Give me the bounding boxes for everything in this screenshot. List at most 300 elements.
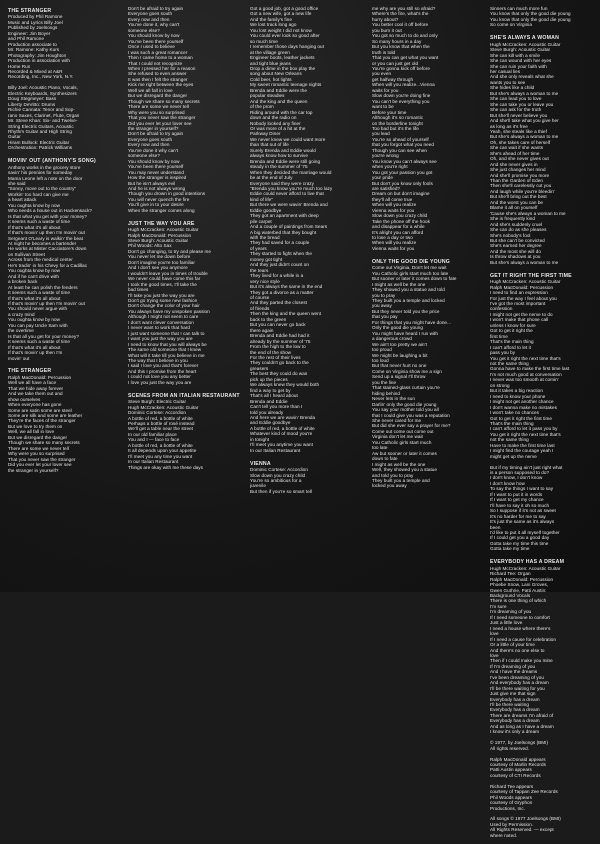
lyric-line: Ralph MacDonald: Percussion: [490, 576, 554, 582]
lyric-line: You know that only the good die young: [490, 16, 571, 22]
lyric-line: And the most she will do: [490, 248, 541, 254]
lyric-line: I don't wanna make no mistakes: [490, 404, 557, 410]
lyric-line: But then if you're so smart tell: [250, 488, 312, 494]
lyric-line: I've got the most important: [490, 300, 546, 306]
lyric-line: Everyone goes south: [128, 136, 173, 142]
lyric-line: Surely Brenda and Eddie would: [250, 147, 316, 153]
lyric-line: the end of the show: [250, 349, 292, 355]
lyric-line: You lost weight I did not know: [250, 27, 312, 33]
lyric-line: You say your mother told you all: [372, 407, 439, 413]
lyric-line: You should know by now: [128, 158, 180, 164]
lyric-line: Things are okay with me these days: [128, 464, 203, 470]
lyric-line: with the bread: [250, 235, 280, 241]
lyric-line: Produced by Phil Ramone: [8, 14, 63, 20]
lyric-line: wants you to see: [490, 79, 526, 85]
lyric-line: Just a little love: [490, 620, 523, 626]
lyric-line: someone else?: [128, 153, 160, 159]
lyric-line: That's the main thing: [490, 420, 534, 426]
lyric-line: And the king and the queen: [250, 98, 308, 104]
lyric-line: Everybody has a dream: [490, 718, 540, 724]
lyric-line: You and I — face to face: [128, 437, 180, 443]
lyric-line: You might have heard I run with: [372, 330, 438, 336]
block-gap: [490, 28, 596, 33]
lyric-line: I'll be there waiting for you: [490, 685, 545, 691]
lyric-line: Slow down you crazy child: [372, 213, 428, 219]
lyric-line: not the same thing: [490, 437, 529, 443]
song-title: THE STRANGER: [8, 8, 52, 14]
lyric-line: Got a new wife, got a new life: [250, 11, 312, 17]
lyric-line: Gotta take my time this time: [490, 540, 549, 546]
lyric-line: Kick me right between the eyes: [128, 82, 194, 88]
lyric-line: But did she ever say a prayer for me?: [372, 423, 451, 429]
lyric-line: Production associate to: [8, 41, 57, 47]
lyric-line: That you never saw the stranger: [8, 456, 76, 462]
lyric-line: Gotta take my time: [490, 546, 530, 552]
song-title: ONLY THE GOOD DIE YOUNG: [372, 258, 451, 265]
lyric-line: And she only reveals what she: [490, 74, 554, 80]
lyric-line: You've been there yourself: [128, 38, 184, 44]
lyric-line: Patti Austin appears: [490, 767, 532, 773]
lyric-line: Richard Tee appears: [490, 783, 534, 789]
lyric-line: And we take them out and: [8, 391, 63, 397]
lyric-line: You've done it why can't: [128, 147, 179, 153]
lyric-line: I might find the courage yeah I: [490, 448, 554, 454]
lyric-line: You will never quench the fire: [128, 196, 190, 202]
lyric-line: And here we are wavin' Brenda: [250, 414, 316, 420]
lyric-line: love: [490, 631, 499, 637]
lyric-line: They built you a temple and: [372, 477, 430, 483]
lyric-line: in tonight: [250, 436, 270, 442]
lyric-line: At least he can polish the fenders: [8, 284, 78, 290]
lyric-line: Productions, Inc.: [490, 805, 526, 811]
lyric-line: Orchestration: Patrick Williams: [8, 145, 73, 151]
lyric-line: get halfway through: [372, 76, 414, 82]
lyric-line: already by the summer of '75: [250, 338, 311, 344]
lyric-line: Virginia don't let me wait: [372, 434, 423, 440]
lyric-line: You get it right the next time that's: [490, 355, 561, 361]
lyric-line: Everyone goes south: [128, 11, 173, 17]
lyric-line: Slow down you crazy child: [250, 472, 306, 478]
lyric-line: Electric Keyboards, Synthesizers: [8, 90, 77, 96]
lyric-line: a heart attack: [8, 197, 37, 203]
lyric-line: Recorded & Mixed at A&R: [8, 68, 63, 74]
lyric-line: Then the king and the queen went: [250, 311, 322, 317]
lyric-line: popular steadies: [250, 93, 285, 99]
lyric-line: But that never hurt no one: [372, 363, 427, 369]
lyric-line: Everybody has a dream: [490, 696, 540, 702]
lyric-line: Ralph MacDonald appears: [490, 756, 546, 762]
lyric-line: Home Run: [8, 63, 31, 69]
lyric-line: her casual lies: [490, 68, 521, 74]
lyric-line: But we disregard the danger: [128, 93, 188, 99]
block-gap: [372, 251, 484, 256]
lyric-line: that you pay: [372, 314, 398, 320]
lyric-line: Across from the medical center: [8, 257, 73, 263]
lyric-line: Some are silk and some are leather: [8, 413, 83, 419]
lyric-line: We might be laughing a bit: [372, 352, 428, 358]
lyric-line: They lived for a while in a: [250, 273, 304, 279]
lyric-line: I'm not much good at conversation: [490, 371, 562, 377]
lyric-line: on Sullivan Street: [8, 251, 45, 257]
lyric-line: If I want to put it in words: [490, 491, 543, 497]
lyric-line: In our Italian Restaurant: [250, 447, 301, 453]
lyric-line: of friends: [250, 305, 270, 311]
lyric-line: Then I came home to a woman: [128, 55, 193, 61]
lyric-line: They started to fight when the: [250, 251, 313, 257]
lyric-line: But it takes a big reaction: [490, 388, 543, 394]
lyric-line: For things that you might have done...: [372, 319, 452, 325]
lyric-line: And this I promise from the heart: [128, 368, 197, 374]
block-gap: [490, 838, 596, 843]
lyric-line: And if he can't drive with: [8, 273, 59, 279]
lyric-line: Steve Burgh: Electric Guitar: [128, 399, 187, 405]
lyric-line: You got so much to do and only: [372, 33, 438, 39]
lyric-line: money got tight: [250, 256, 283, 262]
lyric-line: Oh, she takes care of herself: [490, 139, 551, 145]
lyric-line: Richard Tee: Organ: [490, 571, 531, 577]
lyric-line: hurry about?: [372, 16, 399, 22]
block-gap: [128, 213, 240, 218]
lyric-line: And the family's fine: [250, 16, 293, 22]
lyric-line: Come on Virginia show me a sign: [372, 368, 442, 374]
lyric-line: But she's always a woman to me: [490, 134, 559, 140]
lyric-line: Don't be afraid to try again: [128, 131, 184, 137]
lyric-line: At night he becomes a bartender: [8, 241, 77, 246]
lyric-line: She hides like a child: [490, 85, 535, 91]
lyric-line: you lead: [372, 131, 390, 137]
lyric-line: Send up a signal I'll throw: [372, 374, 426, 380]
lyric-line: Phil Woods appears: [490, 794, 532, 800]
lyric-line: bad times: [128, 287, 149, 293]
lyric-line: To say the things I want to say: [490, 486, 554, 492]
lyric-line: You know that only the good die young: [490, 11, 571, 17]
lyric-line: Background Vocals: [490, 592, 531, 598]
lyric-line: I might not get another chance: [490, 399, 554, 405]
song-title: GET IT RIGHT THE FIRST TIME: [490, 272, 572, 279]
lyric-line: Don't imagine you're too familiar: [128, 259, 195, 265]
lyric-line: The best they could do was: [250, 371, 308, 377]
lyric-line: You're so ahead of yourself: [372, 136, 429, 142]
lyric-line: show ourselves: [8, 396, 41, 402]
lyric-line: And laugh while you're bleedin': [490, 188, 555, 194]
lyric-line: And he is not always wrong: [128, 185, 186, 191]
lyric-line: Is throw shadows at you: [490, 254, 541, 260]
lyric-line: When will you realize: [372, 240, 417, 246]
lyric-line: very nice style: [250, 278, 280, 284]
song-title: VIENNA: [250, 460, 271, 467]
lyric-line: unless I know for sure: [490, 322, 536, 328]
lyric-line: She's ahead of her time: [490, 150, 540, 156]
lyric-line: She can kill with a smile: [490, 52, 541, 58]
lyric-line: They got a divorce as a matter: [250, 289, 314, 295]
block-gap: [8, 361, 120, 366]
lyric-line: I'll meet you anytime you want: [250, 442, 313, 448]
lyric-line: I might as well be the one: [372, 281, 426, 287]
lyric-line: pass you by: [490, 350, 516, 356]
lyric-line: find a way to get by: [250, 387, 291, 393]
lyric-line: on strong: [490, 382, 510, 388]
lyric-line: She can wound with her eyes: [490, 58, 552, 64]
lyric-line: kind of life": [250, 196, 273, 202]
lyric-line: All Rights Reserved. — except: [490, 827, 554, 833]
lyric-line: "Sonny, move out to the country": [8, 186, 77, 192]
lyric-line: And a couple of paintings from Sears: [250, 224, 328, 230]
lyric-line: rano Saxes, Clarinet, Flute, Organ: [8, 112, 80, 118]
lyric-line: that I could give you was a reputation: [372, 412, 450, 418]
song-title: SHE'S ALWAYS A WOMAN: [490, 35, 560, 42]
lyric-line: Gwen Guthrie, Patti Austin:: [490, 587, 547, 593]
lyric-line: Used by Permission.: [490, 821, 534, 827]
lyric-line: He works at Mister Cacciatore's down: [8, 246, 87, 252]
lyric-line: told you already: [250, 409, 284, 415]
lyric-line: Production in association with: [8, 58, 71, 64]
lyric-line: Published by Joelsongs: [8, 25, 58, 31]
lyric-line: pick up the pieces: [250, 376, 288, 382]
lyric-line: Perhaps a bottle of rosé instead: [128, 420, 195, 426]
lyric-line: But we disregard the danger: [8, 434, 68, 440]
lyric-line: It seems such a waste of time: [8, 219, 70, 225]
lyric-line: That you never saw the stranger: [128, 115, 196, 121]
lyric-line: Don't be afraid to try again: [128, 6, 184, 11]
lyric-line: There is one thing of which: [490, 598, 547, 604]
lyric-line: Got to get it right the first time: [490, 415, 552, 421]
lyric-line: You've done it, why can't: [128, 22, 180, 28]
lyric-line: where noted.: [490, 832, 518, 838]
lyric-line: If that's what it's all about: [8, 344, 61, 350]
lyric-line: And they parted the closest: [250, 300, 308, 306]
lyric-line: Brenda and Eddie had had it: [250, 333, 310, 339]
lyric-line: Oh, and she never gives out: [490, 156, 549, 162]
lyric-line: Dominic Cortese: Accordion: [128, 410, 186, 416]
column-4: [372, 6, 484, 494]
column-3: [250, 6, 362, 500]
lyric-line: Then she'll carelessly cut you: [490, 183, 552, 189]
lyric-line: I don't know, I don't know: [490, 475, 543, 481]
song-title: THE STRANGER: [8, 368, 52, 375]
lyric-line: Well we all fall in love: [128, 87, 173, 93]
lyric-line: But it's always the same in the end: [250, 284, 323, 290]
lyric-line: The same old someone that I knew: [128, 347, 202, 353]
lyric-line: But sooner or later it comes down to fate: [372, 276, 457, 282]
lyric-line: The way that I believe in you: [128, 357, 188, 363]
lyric-line: You may never understand: [128, 169, 184, 175]
lyric-line: Did you ever let your lover see: [128, 120, 192, 126]
lyric-line: Parkway Diner: [250, 131, 281, 137]
lyric-line: But she's always a woman to me: [490, 90, 559, 96]
lyric-line: and Phil Ramone: [8, 36, 44, 42]
lyric-line: My sweet romantic teenage nights: [250, 82, 322, 88]
lyric-line: They built you a temple and locked: [372, 298, 445, 303]
lyric-line: A bottle of red, a bottle of white: [128, 442, 193, 448]
lyric-line: For the rest of their lives: [250, 355, 301, 360]
lyric-line: Engineer: Jim Boyer: [8, 30, 51, 36]
lyric-line: Well we all have a face: [8, 380, 57, 386]
lyric-line: Is that all you get for your money?: [8, 333, 79, 339]
lyric-line: You should know by now: [128, 33, 180, 39]
lyric-line: a dangerous crowd: [372, 336, 412, 342]
block-gap: [372, 489, 484, 494]
lyric-line: I love you just the way you are: [128, 379, 192, 385]
lyric-line: But there we were wavin' Brenda and: [250, 202, 328, 208]
lyric-line: I said I love you and that's forever: [128, 363, 199, 369]
lyric-line: and told you to pray: [372, 472, 414, 478]
lyric-line: I need to find an expression: [490, 290, 548, 296]
block-gap: [490, 265, 596, 270]
lyric-line: You're gonna kick off before: [372, 65, 430, 71]
lyric-line: They're the faces of the stranger: [8, 418, 76, 424]
lyric-line: When they decided the marriage would: [250, 169, 332, 175]
lyric-line: I've been dreaming of you: [490, 674, 544, 680]
lyric-line: Have to make the first time last: [490, 442, 555, 448]
lyric-line: Why were you so surprised: [128, 109, 185, 115]
lyric-line: We lost track long ago: [250, 22, 297, 28]
lyric-line: or you can just get old: [372, 60, 419, 66]
lyric-line: there again: [250, 327, 274, 333]
lyric-line: All rights reserved.: [490, 745, 530, 751]
lyric-line: You get it right the next time that's: [490, 431, 561, 437]
lyric-line: Steve Burgh: Acoustic Guitar: [128, 238, 189, 244]
lyric-line: Mama Leone left a note on the door: [8, 175, 83, 181]
lyric-line: And there's no one else to: [490, 647, 545, 653]
song-title: JUST THE WAY YOU ARE: [128, 220, 195, 227]
lyric-line: But she can't be convicted: [490, 238, 545, 244]
lyric-line: But she'll never believe you: [490, 112, 548, 118]
lyric-line: Phil Woods: Alto Sax: [128, 243, 172, 249]
block-gap: [490, 552, 596, 557]
lyric-line: you the line: [372, 379, 397, 385]
lyric-line: You oughta know by now: [8, 268, 61, 274]
lyric-line: She can take you or leave you: [490, 101, 554, 107]
lyric-line: Dream on but don't imagine: [372, 191, 430, 197]
lyric-line: and tight blue jeans: [250, 60, 291, 66]
lyric-line: Who needs a house out in Hackensack?: [8, 208, 93, 214]
lyric-line: But he isn't always evil: [128, 180, 176, 186]
lyric-line: So many hours in a day: [372, 38, 422, 44]
lyric-line: And I have the dreams: [490, 669, 538, 675]
lyric-line: She's nobody's fool: [490, 232, 531, 238]
lyric-line: Darlin' only the good die young: [372, 401, 437, 407]
lyric-line: I remember those days hanging out: [250, 44, 324, 50]
lyric-line: Ralph MacDonald: Percussion: [8, 374, 72, 380]
lyric-line: "Brenda you know you're much too lazy: [250, 185, 333, 191]
lyric-line: You got your passion you got: [372, 169, 433, 175]
lyric-line: Though you can see when: [372, 147, 428, 153]
lyric-line: A bottle of red, a bottle of white: [250, 425, 315, 431]
lyric-line: Sinners can much more fun: [490, 6, 548, 11]
lyric-line: want to be: [372, 104, 394, 110]
lyric-line: I'm sure: [490, 603, 507, 609]
lyric-line: I can't afford to let it pass you by: [490, 426, 558, 432]
lyric-line: I can't afford to let it: [490, 344, 532, 350]
lyric-line: love: [490, 652, 499, 658]
lyric-line: String Electric Guitars, Acoustic: [8, 123, 74, 129]
lyric-line: so much time: [250, 38, 278, 44]
lyric-line: When everyone has gone: [8, 402, 62, 408]
lyric-line: Is that what you get with your money?: [8, 213, 87, 219]
lyric-line: But they never told you the price: [372, 308, 440, 314]
lyric-line: Vienna waits for you: [372, 245, 415, 251]
lyric-line: I might as well be the one: [372, 461, 426, 467]
lyric-line: to lose a day or two: [372, 235, 413, 241]
lyric-line: She is frequently kind: [490, 216, 536, 222]
lyric-line: So I suppose if it's not as sweet: [490, 508, 556, 514]
lyric-line: Then if I could make you mine: [490, 658, 553, 664]
lyric-line: Well, they showed you a statue: [372, 467, 437, 473]
lyric-line: She can ruin your faith with: [490, 63, 547, 69]
lyric-line: There are dreams I'm afraid of: [490, 712, 554, 718]
lyric-line: Brenda and Eddie were still going: [250, 158, 321, 164]
lyric-line: Mr. Steve Khan: Six- and Twelve-: [8, 118, 78, 124]
lyric-line: Hugh McCracken: Acoustic Guitar: [128, 404, 199, 410]
lyric-line: If that's movin' up then I'm movin' out: [8, 230, 85, 236]
lyric-line: I'll have to say it oh so much: [490, 502, 550, 508]
lyric-line: Blame it all on yourself: [490, 205, 538, 211]
block-gap: [8, 473, 120, 478]
lyric-line: I'll be there waiting: [490, 702, 529, 708]
lyric-line: Why were you so surprised: [8, 451, 65, 457]
lyric-line: the tears: [250, 267, 269, 273]
lyric-line: You know you can't always see: [372, 158, 437, 164]
lyric-line: pile carpet: [250, 218, 272, 224]
lyric-line: Riding around with the car top: [250, 109, 313, 115]
lyric-line: is a person supposed to do?: [490, 470, 550, 476]
lyric-line: Doug Stegmeyer: Bass: [8, 96, 57, 102]
lyric-line: In our old familiar place: [128, 431, 177, 437]
lyric-line: of years: [250, 245, 267, 251]
lyric-line: I know it's only a dream: [490, 729, 540, 735]
lyric-line: courtesy of Marlin Records: [490, 761, 546, 767]
lyric-line: Steve Burgh: Acoustic Guitar: [490, 47, 551, 53]
lyric-line: me why are you still so afraid?: [372, 6, 436, 11]
lyric-line: down to fate: [372, 456, 398, 462]
lyric-line: From the high to the low to: [250, 344, 306, 350]
lyric-line: first time: [490, 333, 508, 339]
lyric-line: you burn it out: [372, 27, 402, 33]
lyric-line: Ralph MacDonald: Percussion: [490, 284, 554, 290]
lyric-line: But she's always a woman to me: [490, 259, 559, 265]
lyric-line: Yeah, she steals like a thief: [490, 128, 547, 134]
lyric-line: You can pay Uncle Sam with: [8, 322, 68, 328]
lyric-line: and Eddie goodbye: [250, 420, 291, 426]
lyric-line: You Catholic girls start much too late: [372, 270, 449, 276]
lyric-line: What will it take till you believe in me: [128, 352, 205, 358]
lyric-line: It seems such a waste of time: [8, 339, 70, 345]
lyric-line: down and the radio on: [250, 115, 297, 121]
lyric-line: I won't take no chances: [490, 410, 540, 416]
lyric-line: someone else?: [128, 27, 160, 33]
lyric-line: Don't go trying some new fashion: [128, 298, 198, 303]
lyric-line: Drop a dime in the box play the: [250, 65, 316, 71]
lyric-line: But she'll bring out the best: [490, 194, 547, 200]
lyric-line: than that out of life: [250, 142, 289, 148]
column-1: [8, 6, 120, 478]
lyric-line: Every now and then: [128, 16, 170, 22]
lyric-line: Everyone said they were crazy: [250, 180, 315, 186]
lyric-line: too late: [372, 445, 388, 451]
lyric-line: I never was too smooth at comin': [490, 377, 559, 383]
lyric-line: When the stranger comes along: [128, 207, 195, 213]
lyric-line: of the prom: [250, 104, 274, 110]
lyric-line: a broken back: [8, 279, 38, 285]
lyric-line: 'Cause she's always a woman to me: [490, 210, 566, 216]
lyric-line: You better cool it off before: [372, 22, 429, 28]
lyric-line: Don't go changing, to try and please me: [128, 248, 212, 254]
lyric-line: I might not get the nerve to do: [490, 311, 553, 317]
lyric-line: when you're right: [372, 164, 408, 170]
lyric-line: Got a good job, got a good office: [250, 6, 319, 11]
lyric-line: Some are satin some are steel: [8, 407, 72, 413]
lyric-line: They showed you a statue and told: [372, 287, 445, 293]
